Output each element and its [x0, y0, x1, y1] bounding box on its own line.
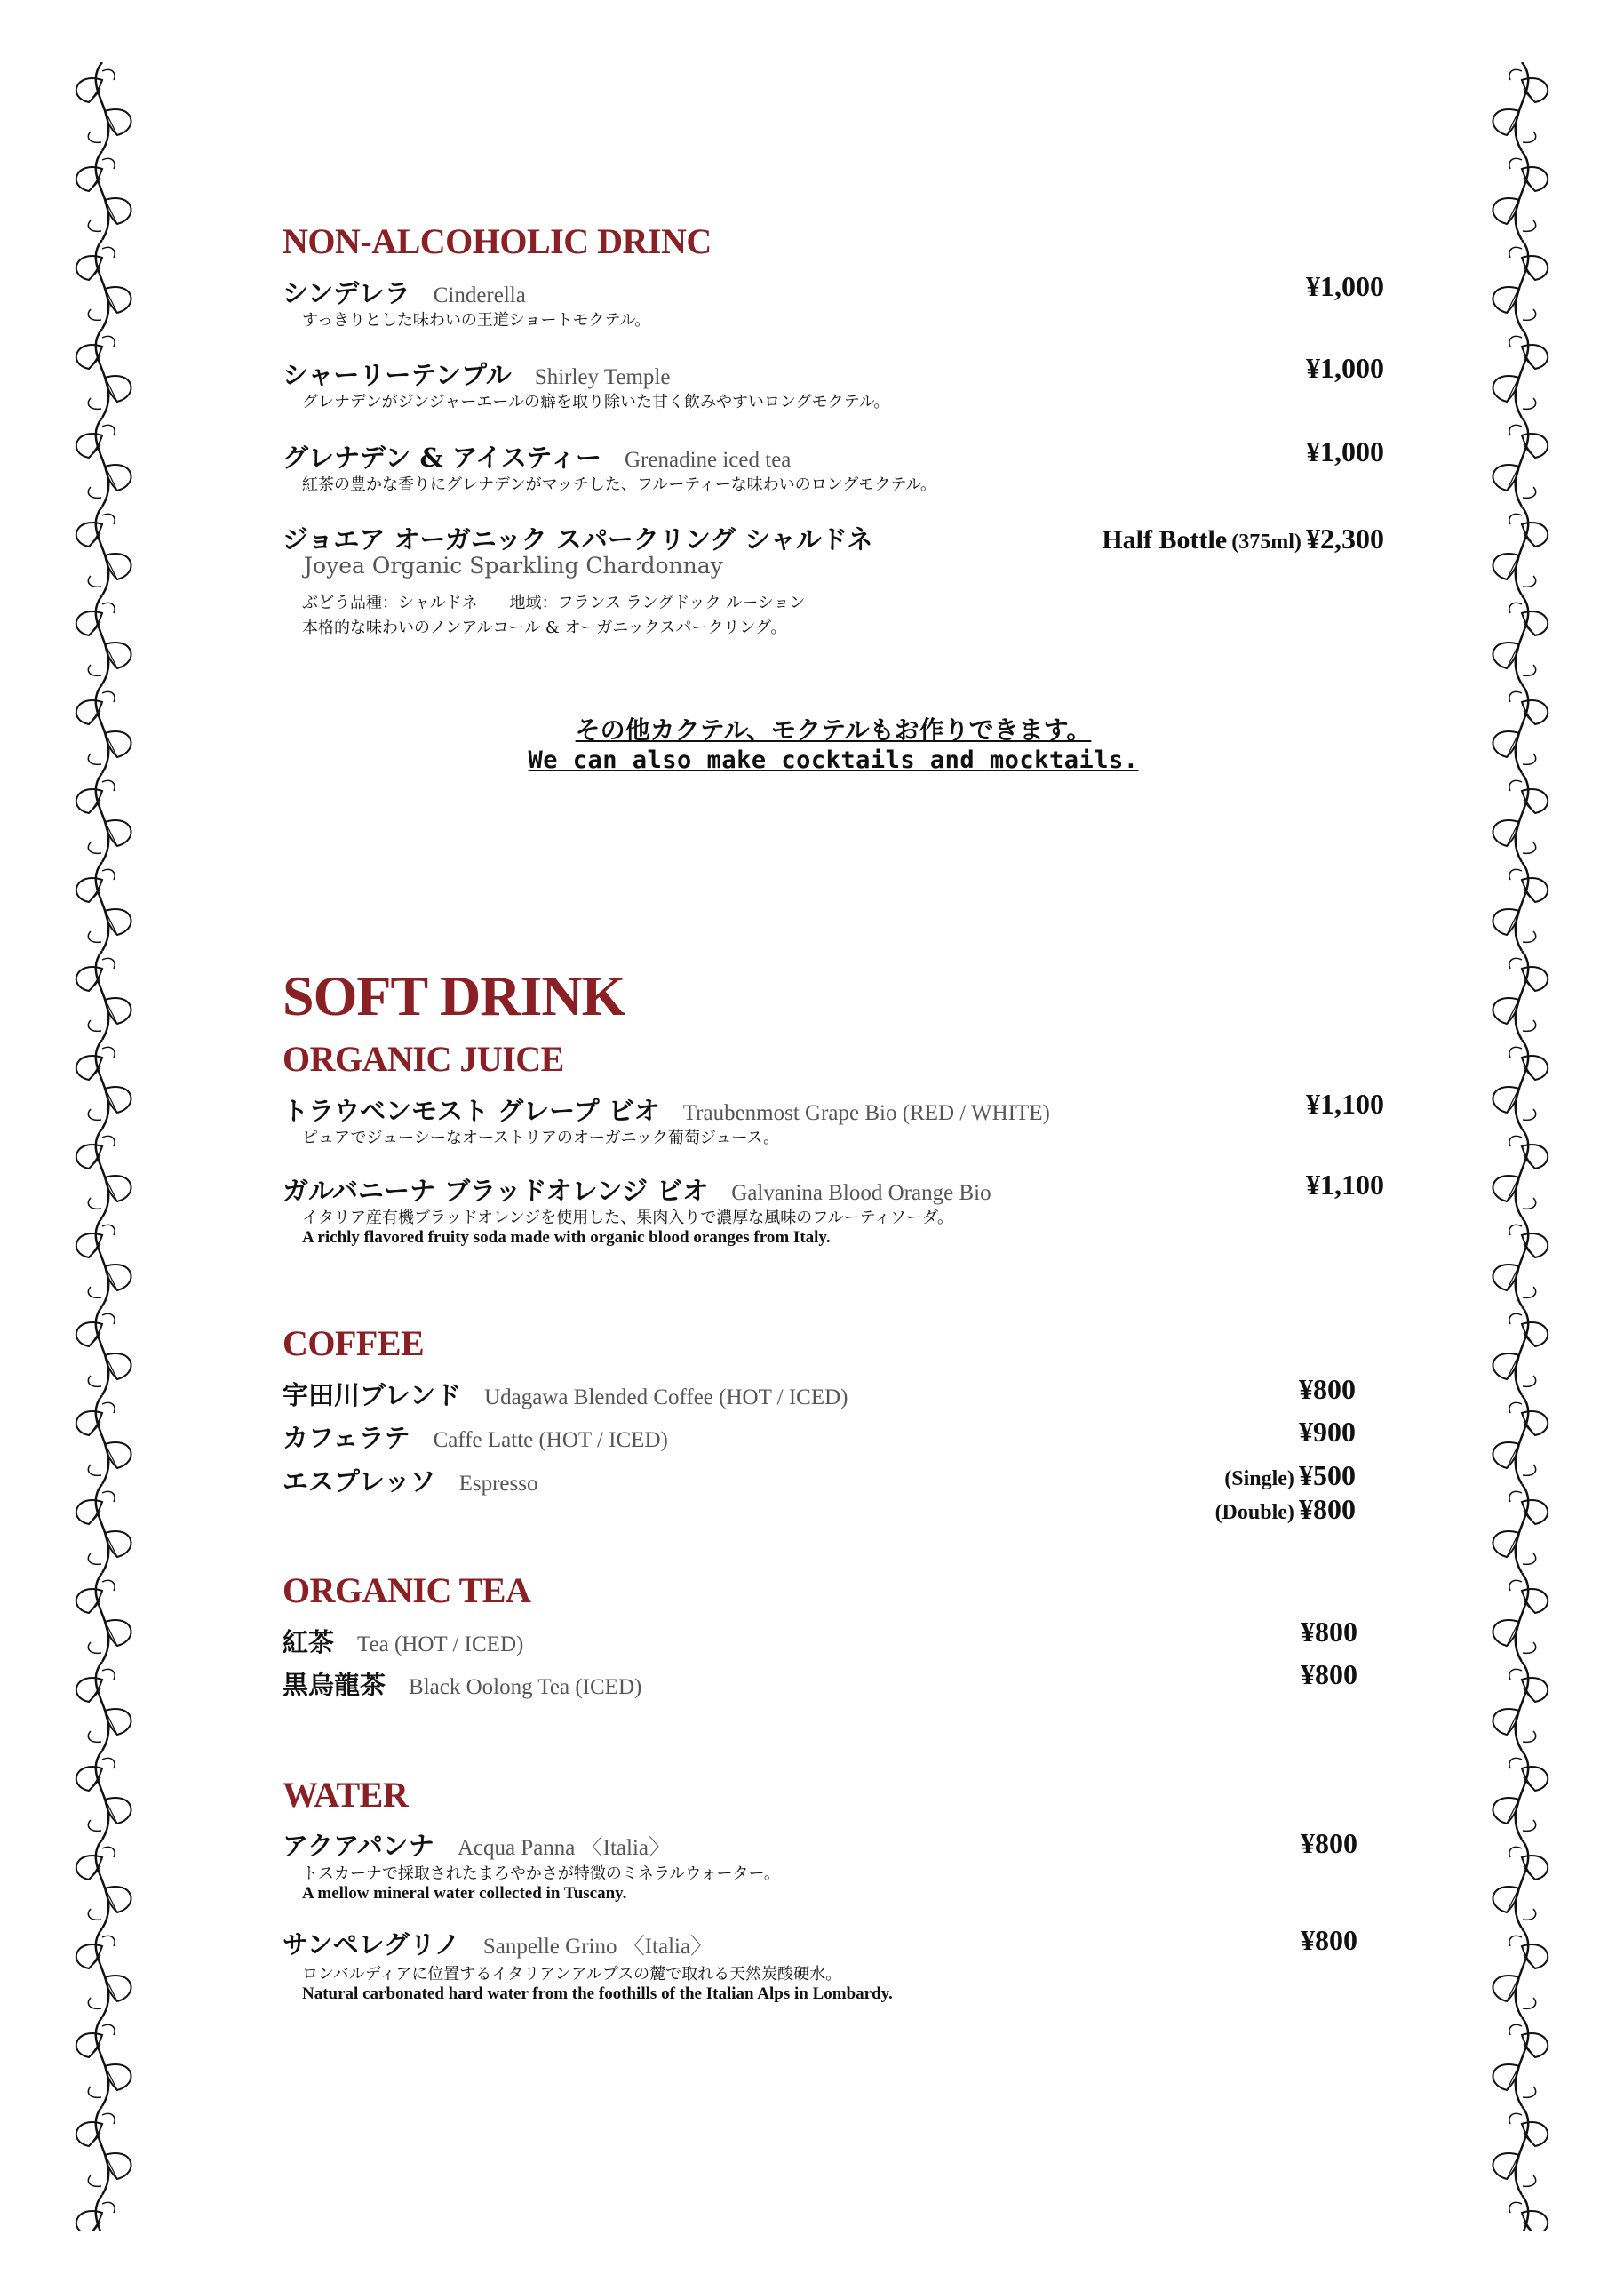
item-price: ¥1,100 [1306, 1169, 1384, 1201]
item-name-en: Black Oolong Tea (ICED) [409, 1675, 642, 1699]
item-name-jp: トラウベンモスト グレープ ビオ [283, 1096, 660, 1126]
menu-item-name [283, 1462, 537, 1498]
menu-item-name [283, 1925, 712, 1961]
item-price: ¥1,000 [1306, 435, 1384, 467]
item-name-jp: シャーリーテンプル [283, 360, 512, 390]
section-title-organic-tea: ORGANIC TEA [283, 1570, 531, 1610]
item-name-en: Sanpelle Grino 〈Italia〉 [482, 1935, 713, 1959]
item-description-en: Natural carbonated hard water from the foothills of the Italian Alps in Lombardy. [302, 1984, 893, 2003]
item-name-en: Cinderella [433, 283, 526, 307]
item-price: ¥900 [1299, 1416, 1356, 1448]
item-price-single [1224, 1459, 1356, 1492]
vine-border-right [1482, 62, 1562, 2231]
menu-item-name [283, 1091, 1050, 1128]
item-price: ¥800 [1299, 1373, 1356, 1405]
item-description-2: 本格的な味わいのノンアルコール & オーガニックスパークリング。 [302, 619, 787, 637]
menu-item-name [283, 1418, 668, 1455]
section-title-water: WATER [283, 1775, 409, 1815]
item-description: イタリア産有機ブラッドオレンジを使用した、果肉入りで濃厚な風味のフルーティソーダ。 [302, 1209, 953, 1227]
item-price: ¥2,300 [1306, 523, 1384, 555]
menu-item-name [283, 1171, 991, 1208]
item-description: すっきりとした味わいの王道ショートモクテル。 [302, 311, 651, 330]
item-description-en: A richly flavored fruity soda made with organic blood oranges from Italy. [302, 1228, 831, 1247]
section-title-non-alcoholic: NON-ALCOHOLIC DRINC [283, 221, 712, 261]
price-label-double: (Double) [1214, 1501, 1294, 1524]
item-name-en: Espresso [458, 1472, 538, 1496]
vine-border-left [62, 62, 142, 2231]
item-price-double [1215, 1493, 1356, 1526]
item-name-en: Shirley Temple [534, 365, 671, 389]
menu-item-name [283, 274, 526, 310]
item-price: ¥800 [1301, 1827, 1357, 1859]
item-name-jp: アクアパンナ [283, 1831, 434, 1861]
item-name-en: Udagawa Blended Coffee (HOT / ICED) [484, 1385, 848, 1409]
item-name-jp: エスプレッソ [283, 1466, 436, 1497]
item-description: グレナデンがジンジャーエールの癖を取り除いた甘く飲みやすいロングモクテル。 [302, 393, 890, 411]
menu-item-name [283, 1376, 848, 1412]
menu-item-name [283, 1826, 671, 1863]
item-description: 紅茶の豊かな香りにグレナデンがマッチした、フルーティーな味わいのロングモクテル。 [302, 475, 937, 494]
item-name-jp: 宇田川ブレンド [283, 1380, 462, 1410]
item-name-en: Tea (HOT / ICED) [357, 1632, 524, 1656]
item-price: ¥1,000 [1306, 270, 1384, 302]
item-price: ¥800 [1301, 1658, 1357, 1690]
page-title-soft-drink: SOFT DRINK [283, 964, 625, 1027]
item-name-jp: グレナデン & アイスティー [283, 443, 601, 473]
menu-item-name [283, 355, 670, 392]
item-description: ピュアでジューシーなオーストリアのオーガニック葡萄ジュース。 [302, 1129, 780, 1147]
notice-en: We can also make cocktails and mocktails. [528, 746, 1139, 774]
price-size: (375ml) [1231, 531, 1302, 554]
item-name-en: Acqua Panna 〈Italia〉 [457, 1836, 672, 1860]
item-name-en: Galvanina Blood Orange Bio [731, 1181, 991, 1205]
menu-item-name [283, 1665, 641, 1702]
menu-item-name [283, 1623, 523, 1659]
item-name-en: Traubenmost Grape Bio (RED / WHITE) [682, 1101, 1050, 1125]
item-name-jp: ジョエア オーガニック スパークリング シャルドネ [283, 524, 873, 555]
item-name-jp: サンペレグリノ [283, 1929, 460, 1960]
item-name-jp: シンデレラ [283, 278, 410, 308]
item-price: ¥800 [1301, 1924, 1357, 1956]
price-label-single: (Single) [1224, 1467, 1294, 1490]
menu-item-name [283, 438, 791, 475]
item-description: トスカーナで採取されたまろやかさが特徴のミネラルウォーター。 [302, 1864, 780, 1883]
item-description-en: A mellow mineral water collected in Tuscany. [302, 1884, 627, 1903]
item-price: ¥1,000 [1306, 352, 1384, 384]
item-name-en: Joyea Organic Sparkling Chardonnay [304, 553, 723, 579]
item-price: ¥800 [1299, 1493, 1356, 1525]
item-name-en: Grenadine iced tea [625, 448, 792, 472]
item-name-jp: 黒烏龍茶 [283, 1670, 386, 1700]
item-price: ¥500 [1299, 1459, 1356, 1491]
item-name-jp: カフェラテ [283, 1423, 410, 1453]
price-label: Half Bottle [1102, 525, 1228, 555]
item-price-group [1102, 523, 1384, 555]
item-description: ロンバルディアに位置するイタリアンアルプスの麓で取れる天然炭酸硬水。 [302, 1965, 842, 1984]
item-name-en: Caffe Latte (HOT / ICED) [433, 1428, 668, 1452]
item-name-jp: ガルバニーナ ブラッドオレンジ ビオ [283, 1176, 709, 1206]
section-title-organic-juice: ORGANIC JUICE [283, 1039, 564, 1079]
section-title-coffee: COFFEE [283, 1323, 425, 1363]
item-description: ぶどう品種：シャルドネ 地域：フランス ラングドック ルーション [302, 594, 806, 612]
notice-jp: その他カクテル、モクテルもお作りできます。 [575, 715, 1092, 745]
item-name-jp: 紅茶 [283, 1627, 335, 1657]
item-price: ¥800 [1301, 1616, 1357, 1648]
menu-content [283, 0, 1384, 2275]
item-price: ¥1,100 [1306, 1088, 1384, 1120]
